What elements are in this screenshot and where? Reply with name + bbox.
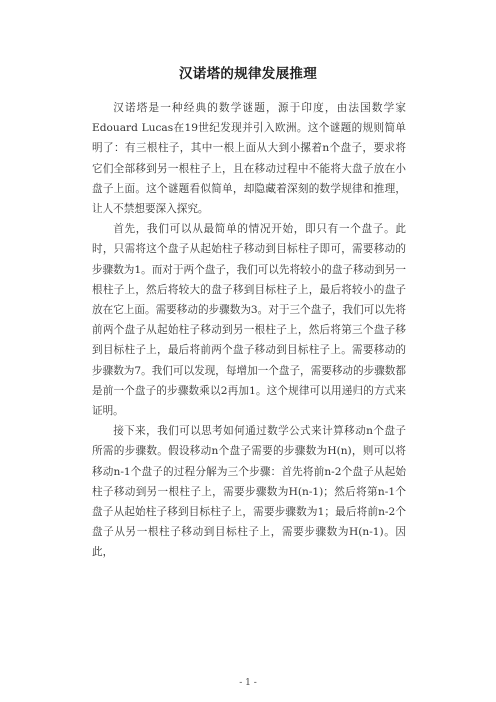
paragraph-1: 汉诺塔是一种经典的数学谜题，源于印度，由法国数学家Edouard Lucas在19世纪发现并引入欧洲。这个谜题的规则简单明了：有三根柱子，其中一根上面从大到小摞着n个盘子，要求将它们全部移到另一根柱子上，且在移动过程中不能将大盘子放在小盘子上面。这个谜题看似简单，却隐藏着深刻的数学规律和推理，让人不禁想要深入探究。: [92, 102, 406, 216]
document-body: [92, 98, 406, 563]
page-number: - 1 -: [239, 678, 257, 688]
document-title: 汉诺塔的规律发展推理: [179, 66, 317, 82]
paragraph-3: 接下来，我们可以思考如何通过数学公式来计算移动n个盘子所需的步骤数。假设移动n个盘子需要的步骤数为H(n)，则可以将移动n-1个盘子的过程分解为三个步骤：首先将前n-2个盘子从起始柱子移动到另一根柱子上，需要步骤数为H(n-1)；然后将第n-1个盘子从起始柱子移到目标柱子上，需要步骤数为1；最后将前n-2个盘子从另一根柱子移动到目标柱子上，需要步骤数为H(n-1)。因此，: [92, 425, 406, 559]
paragraph-2: 首先，我们可以从最简单的情况开始，即只有一个盘子。此时，只需将这个盘子从起始柱子移动到目标柱子即可，需要移动的步骤数为1。而对于两个盘子，我们可以先将较小的盘子移动到另一根柱子上，然后将较大的盘子移到目标柱子上，最后将较小的盘子放在它上面。需要移动的步骤数为3。对于三个盘子，我们可以先将前两个盘子从起始柱子移动到另一根柱子上，然后将第三个盘子移到目标柱子上，最后将前两个盘子移动到目标柱子上。需要移动的步骤数为7。我们可以发现，每增加一个盘子，需要移动的步骤数都是前一个盘子的步骤数乘以2再加1。这个规律可以用递归的方式来证明。: [92, 223, 406, 418]
